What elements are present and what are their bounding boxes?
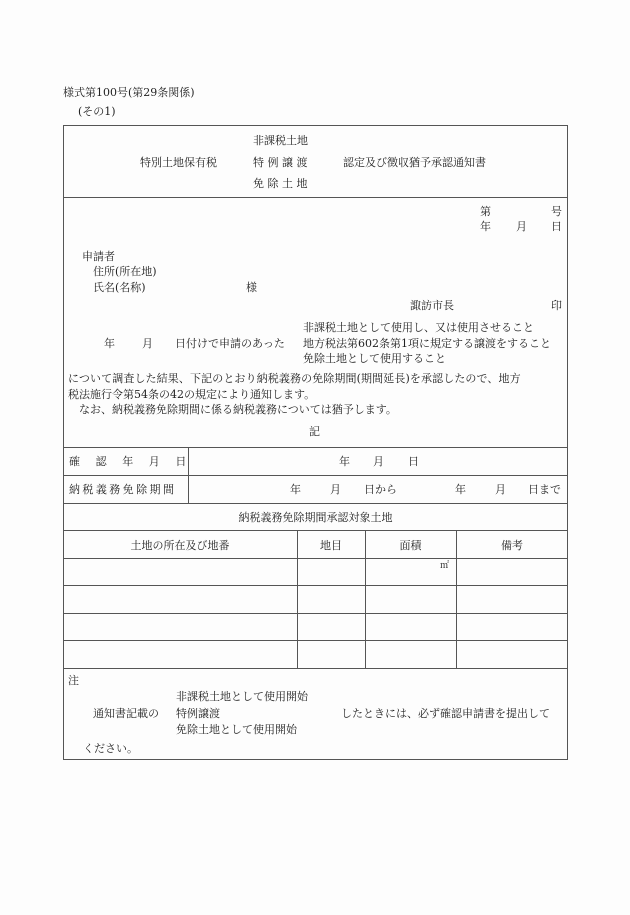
application-option-1: 非課税土地として使用し、又は使用させること (303, 321, 534, 334)
applicant-heading: 申請者 (82, 250, 115, 263)
period-from-year: 年 (290, 483, 301, 496)
confirm-date-month: 月 (373, 455, 384, 468)
confirm-date-day: 日 (408, 455, 419, 468)
area-unit: ㎡ (440, 561, 450, 571)
doc-date-day: 日 (551, 220, 562, 233)
table-row-4-location[interactable] (64, 641, 297, 668)
application-option-2: 地方税法第602条第1項に規定する譲渡をすること (303, 337, 551, 350)
title-option-2: 特 例 譲 渡 (253, 156, 308, 169)
doc-number-dai: 第 (480, 205, 491, 218)
note-heading: 注 (68, 674, 79, 687)
body-line-3: なお、納税義務免除期間に係る納税義務については猶予します。 (79, 403, 397, 416)
row-divider (63, 503, 568, 504)
title-option-1: 非課税土地 (253, 134, 308, 147)
title-suffix: 認定及び徴収猶予承認通知書 (343, 156, 486, 169)
note-suffix: したときには、必ず確認申請書を提出して (341, 707, 550, 720)
title-divider (63, 197, 568, 198)
table-row-2-location[interactable] (64, 586, 297, 613)
doc-date-month: 月 (516, 220, 527, 233)
body-line-2: 税法施行令第54条の42の規定により通知します。 (68, 388, 316, 401)
note-option-2: 特例譲渡 (176, 707, 220, 720)
title-prefix: 特別土地保有税 (140, 156, 217, 169)
title-option-3: 免 除 土 地 (253, 177, 308, 190)
header-location: 土地の所在及び地番 (130, 539, 230, 552)
period-from-day: 日から (364, 483, 397, 496)
form-part: (その1) (78, 105, 116, 118)
confirm-date-year: 年 (339, 455, 350, 468)
table-header-divider (63, 530, 568, 531)
land-table-title: 納税義務免除期間承認対象土地 (238, 511, 393, 524)
table-row-3-location[interactable] (64, 614, 297, 640)
doc-date-year: 年 (480, 220, 491, 233)
doc-number-go: 号 (551, 205, 562, 218)
note-ending: ください。 (83, 742, 138, 755)
application-year: 年 (104, 337, 115, 350)
applicant-address-label: 住所(所在地) (93, 265, 157, 278)
seal-mark: 印 (551, 299, 562, 312)
body-line-1: について調査した結果、下記のとおり納税義務の免除期間(期間延長)を承認したので、地方 (68, 372, 521, 385)
exemption-period-label: 納税義務免除期間 (69, 483, 177, 496)
table-bottom-divider (63, 668, 568, 669)
header-remarks: 備考 (501, 539, 523, 552)
period-to-month: 月 (495, 483, 506, 496)
period-to-day: 日まで (528, 483, 561, 496)
application-month: 月 (142, 337, 153, 350)
header-land-category: 地目 (320, 539, 342, 552)
confirm-date-label: 確 認 年 月 日 (69, 455, 193, 468)
table-row-1-location[interactable] (64, 559, 297, 585)
row-divider (63, 475, 568, 476)
row-divider (63, 447, 568, 448)
note-prefix: 通知書記載の (93, 707, 159, 720)
application-date-text: 日付けで申請のあった (175, 337, 285, 350)
header-area: 面積 (399, 539, 422, 552)
note-option-3: 免除土地として使用開始 (176, 723, 297, 736)
applicant-honorific: 様 (246, 281, 257, 294)
applicant-name-label: 氏名(名称) (93, 281, 146, 294)
ki-mark: 記 (309, 425, 320, 438)
form-number: 様式第100号(第29条関係) (63, 86, 195, 99)
note-option-1: 非課税土地として使用開始 (176, 690, 308, 703)
period-to-year: 年 (455, 483, 466, 496)
period-from-month: 月 (330, 483, 341, 496)
application-option-3: 免除土地として使用すること (303, 352, 446, 365)
issuer-title: 諏訪市長 (410, 299, 454, 312)
